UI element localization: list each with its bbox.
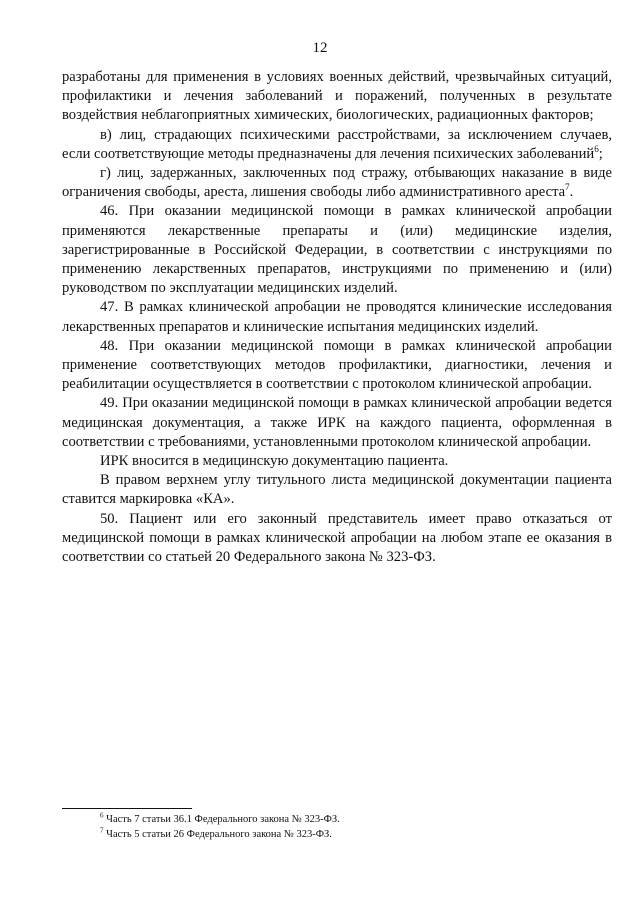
paragraph-50: 50. Пациент или его законный представитель имеет право отказаться от медицинской помощи в рамках клинической апробации на любом этапе ее оказания в соответствии со статьей 20 Федерального закона № 323-ФЗ. bbox=[62, 510, 612, 566]
footnote-text: Часть 7 статьи 36.1 Федерального закона № 323-ФЗ. bbox=[103, 814, 340, 825]
footnote-mark: 7 bbox=[100, 826, 104, 835]
paragraph-marking: В правом верхнем углу титульного листа медицинской документации пациента ставится маркировка «КА». bbox=[62, 472, 612, 508]
paragraph-tail: ; bbox=[598, 145, 603, 162]
paragraph-item-g bbox=[62, 164, 612, 202]
document-body bbox=[62, 68, 612, 567]
paragraph-continuation: разработаны для применения в условиях военных действий, чрезвычайных ситуаций, профилактики и лечения заболеваний и поражений, полученных в результате воздействия неблагоприятных химических, биологических, радиационных факторов; bbox=[62, 69, 612, 124]
paragraph-48: 48. При оказании медицинской помощи в рамках клинической апробации применение соответствующих методов профилактики, диагностики, лечения и реабилитации осуществляется в соответствии с протоколом клинической апробации. bbox=[62, 337, 612, 393]
footnote-ref-7[interactable]: 7 bbox=[565, 182, 570, 193]
footnote-ref-6[interactable]: 6 bbox=[594, 143, 599, 154]
paragraph-47: 47. В рамках клинической апробации не проводятся клинические исследования лекарственных препаратов и клинические испытания медицинских изделий. bbox=[62, 299, 612, 335]
paragraph-46: 46. При оказании медицинской помощи в рамках клинической апробации применяются лекарственные препараты и (или) медицинские изделия, зарегистрированные в Российской Федерации, в соответствии с инструкциями по применению лекарственных препаратов, инструкциями по применению и (или) руководством по эксплуатации медицинских изделий. bbox=[62, 203, 612, 297]
footnote-7 bbox=[62, 827, 612, 842]
paragraph-text: в) лиц, страдающих психическими расстройствами, за исключением случаев, если соответствующие методы предназначены для лечения психических заболеваний bbox=[62, 126, 612, 162]
paragraph-item-v bbox=[62, 126, 612, 164]
footnotes bbox=[62, 812, 612, 842]
paragraph-irk: ИРК вносится в медицинскую документацию пациента. bbox=[100, 453, 449, 470]
paragraph-49: 49. При оказании медицинской помощи в рамках клинической апробации ведется медицинская документация, а также ИРК на каждого пациента, оформленная в соответствии с требованиями, установленными протоколом клинической апробации. bbox=[62, 395, 612, 450]
footnote-divider bbox=[62, 808, 192, 809]
footnote-text: Часть 5 статьи 26 Федерального закона № 323-ФЗ. bbox=[103, 829, 332, 840]
footnote-6 bbox=[62, 812, 612, 827]
paragraph-tail: . bbox=[569, 184, 574, 201]
footnote-mark: 6 bbox=[100, 811, 104, 820]
page-number: 12 bbox=[312, 40, 328, 56]
paragraph-text: г) лиц, задержанных, заключенных под стражу, отбывающих наказание в виде ограничения свободы, ареста, лишения свободы либо административного ареста bbox=[62, 165, 612, 201]
